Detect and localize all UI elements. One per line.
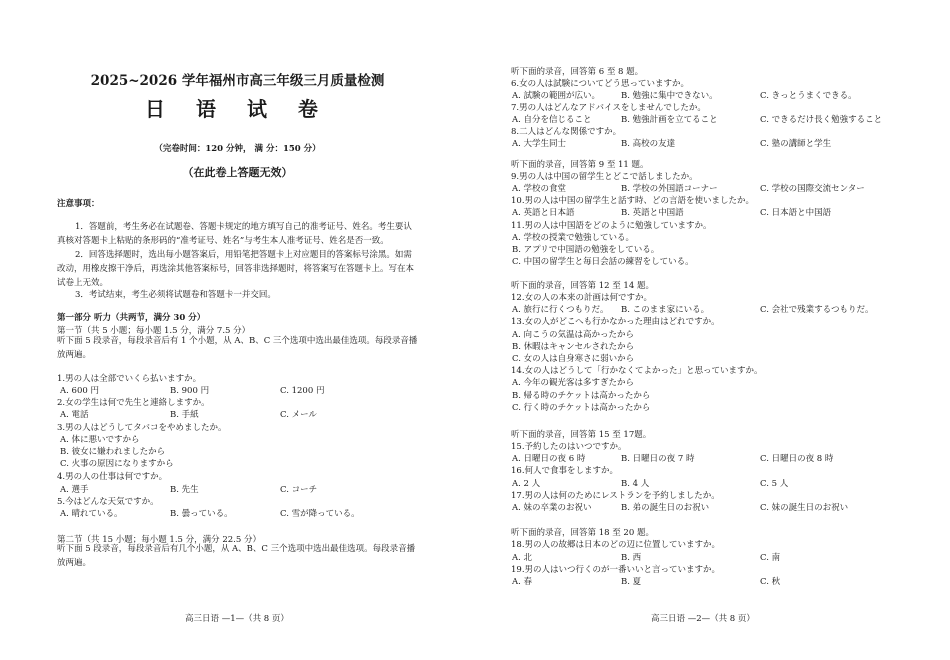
q19-option-b: B. 夏 (621, 577, 642, 587)
q6-option-a: A. 試験の範囲が広い。 (512, 91, 601, 101)
invalid-note: （在此卷上答题无效） (182, 166, 293, 179)
question-16: 16.何人で食事をしますか。 (511, 466, 619, 476)
q7-option-c: C. できるだけ長く勉強すること (760, 115, 883, 125)
group-12-14-heading: 听下面的录音，回答第 12 至 14 题。 (511, 281, 654, 291)
question-12: 12.女の人の本来の計画は何ですか。 (511, 293, 653, 303)
q17-option-b: B. 弟の誕生日のお祝い (621, 503, 710, 513)
q15-option-a: A. 日曜日の夜 6 時 (512, 454, 586, 464)
question-14: 14.女の人はどうして「行かなくてよかった」と思っていますか。 (511, 366, 763, 376)
group-6-8-heading: 听下面的录音，回答第 6 至 8 题。 (511, 67, 644, 77)
question-13: 13.女の人がどこへも行かなかった理由はどれですか。 (511, 317, 720, 327)
part1-heading: 第一部分 听力（共两节，满分 30 分） (57, 313, 206, 323)
q13-option-a: A. 向こうの気温は高かったから (512, 330, 635, 340)
notes-heading: 注意事项： (57, 199, 100, 209)
q9-option-a: A. 学校の食堂 (512, 184, 567, 194)
subject-title: 日 语 试 卷 (145, 97, 330, 121)
question-17: 17.男の人は何のためにレストランを予約しましたか。 (511, 491, 720, 501)
q1-option-b: B. 900 円 (170, 386, 210, 396)
note-2: 2．回答选择题时，选出每小题答案后，用铅笔把答题卡上对应题目的答案标号涂黑。如需改动，用橡皮擦干净后，再选涂其他答案标号，回答非选择题时，将答案写在答题卡上。写在本试卷上无效。 (57, 250, 415, 288)
q5-option-c: C. 雪が降っている。 (280, 509, 360, 519)
note-1: 1．答题前，考生务必在试题卷、答题卡规定的地方填写自己的准考证号、姓名。考生要认真核对答题卡上粘贴的条形码的“准考证号、姓名”与考生本人准考证号、姓名是否一致。 (57, 222, 412, 246)
question-8: 8.二人はどんな関係ですか。 (511, 127, 622, 137)
q1-option-a: A. 600 円 (60, 386, 99, 396)
q2-option-a: A. 電話 (60, 410, 89, 420)
section1-instruction: 听下面 5 段录音，每段录音后有 1 个小题，从 A、B、C 三个选项中选出最佳选项。每段录音播放两遍。 (57, 336, 418, 360)
q8-option-b: B. 高校の友達 (621, 139, 676, 149)
section2-heading: 第二节（共 15 小题；每小题 1.5 分，满分 22.5 分） (57, 535, 261, 545)
q11-option-b: B. アプリで中国語の勉強をしている。 (512, 245, 660, 255)
exam-page-2 (475, 0, 950, 660)
q5-option-a: A. 晴れている。 (60, 509, 123, 519)
q7-option-a: A. 自分を信じること (512, 115, 592, 125)
q3-option-a: A. 体に悪いですから (60, 435, 140, 445)
q12-option-c: C. 会社で残業するつもりだ。 (760, 305, 874, 315)
q18-option-a: A. 北 (512, 553, 533, 563)
q17-option-c: C. 妹の誕生日のお祝い (760, 503, 849, 513)
question-10: 10.男の人は中国の留学生と話す時、どの言語を使いましたか。 (511, 196, 755, 206)
q4-option-b: B. 先生 (170, 485, 199, 495)
q2-option-b: B. 手紙 (170, 410, 199, 420)
q14-option-b: B. 帰る時のチケットは高かったから (512, 391, 651, 401)
question-1: 1.男の人は全部でいくら払いますか。 (57, 374, 202, 384)
q10-option-a: A. 英語と日本語 (512, 208, 575, 218)
q12-option-a: A. 旅行に行くつもりだ。 (512, 305, 609, 315)
q13-option-b: B. 休暇はキャンセルされたから (512, 342, 635, 352)
question-4: 4.男の人の仕事は何ですか。 (57, 472, 168, 482)
q11-option-a: A. 学校の授業で勉強している。 (512, 233, 635, 243)
q17-option-a: A. 妹の卒業のお祝い (512, 503, 592, 513)
q14-option-c: C. 行く時のチケットは高かったから (512, 403, 651, 413)
question-19: 19.男の人はいつ行くのが一番いいと言っていますか。 (511, 565, 721, 575)
page1-footer: 高三日语 —1—（共 8 页） (185, 614, 289, 624)
q19-option-a: A. 春 (512, 577, 533, 587)
question-15: 15.予約したのはいつですか。 (511, 442, 627, 452)
exam-title: 2025~2026 学年福州市高三年级三月质量检测 (90, 73, 385, 89)
group-9-11-heading: 听下面的录音，回答第 9 至 11 题。 (511, 160, 649, 170)
question-7: 7.男の人はどんなアドバイスをしませんでしたか。 (511, 103, 706, 113)
q10-option-c: C. 日本語と中国語 (760, 208, 832, 218)
q4-option-c: C. コーチ (280, 485, 318, 495)
q18-option-c: C. 南 (760, 553, 781, 563)
question-6: 6.女の人は試験についてどう思っていますか。 (511, 79, 689, 89)
q6-option-c: C. きっとうまくできる。 (760, 91, 857, 101)
q11-option-c: C. 中国の留学生と毎日会話の練習をしている。 (512, 257, 694, 267)
q2-option-c: C. メール (280, 410, 317, 420)
q3-option-b: B. 彼女に嫌われましたから (60, 447, 166, 457)
q16-option-b: B. 4 人 (621, 479, 650, 489)
question-9: 9.男の人は中国の留学生とどこで話しましたか。 (511, 172, 698, 182)
q8-option-a: A. 大学生同士 (512, 139, 567, 149)
group-15-17-heading: 听下面的录音，回答第 15 至 17题。 (511, 430, 652, 440)
time-info: （完卷时间：120 分钟， 满 分：150 分） (154, 144, 321, 154)
q3-option-c: C. 火事の原因になりますから (60, 459, 174, 469)
question-18: 18.男の人の故郷は日本のどの辺に位置していますか。 (511, 540, 721, 550)
q4-option-a: A. 選手 (60, 485, 89, 495)
q13-option-c: C. 女の人は自身寒さに弱いから (512, 354, 635, 364)
section2-instruction: 听下面 5 段录音，每段录音后有几个小题，从 A、B、C 三个选项中选出最佳选项。每段录音播放两遍。 (57, 544, 416, 568)
q12-option-b: B. このまま家にいる。 (621, 305, 710, 315)
q18-option-b: B. 西 (621, 553, 642, 563)
q8-option-c: C. 塾の講師と学生 (760, 139, 832, 149)
q10-option-b: B. 英語と中国語 (621, 208, 684, 218)
q15-option-b: B. 日曜日の夜 7 時 (621, 454, 695, 464)
q15-option-c: C. 日曜日の夜 8 時 (760, 454, 834, 464)
note-3: 3．考试结束，考生必须将试题卷和答题卡一并交回。 (75, 290, 276, 300)
q9-option-c: C. 学校の国際交流センター (760, 184, 865, 194)
question-3: 3.男の人はどうしてタバコをやめましたか。 (57, 423, 227, 433)
q14-option-a: A. 今年の観光客は多すぎたから (512, 378, 635, 388)
section1-heading: 第一节（共 5 小题；每小题 1.5 分，满分 7.5 分） (57, 326, 251, 336)
question-11: 11.男の人は中国語をどのように勉強していますか。 (511, 221, 712, 231)
q19-option-c: C. 秋 (760, 577, 781, 587)
q6-option-b: B. 勉強に集中できない。 (621, 91, 718, 101)
q5-option-b: B. 曇っている。 (170, 509, 233, 519)
q16-option-c: C. 5 人 (760, 479, 789, 489)
group-18-20-heading: 听下面的录音，回答第 18 至 20 题。 (511, 528, 654, 538)
q1-option-c: C. 1200 円 (280, 386, 325, 396)
q7-option-b: B. 勉強計画を立てること (621, 115, 718, 125)
q9-option-b: B. 学校の外国語コーナー (621, 184, 718, 194)
q16-option-a: A. 2 人 (512, 479, 541, 489)
question-2: 2.女の学生は何で先生と連絡しますか。 (57, 398, 210, 408)
question-5: 5.今はどんな天気ですか。 (57, 497, 159, 507)
page2-footer: 高三日语 —2—（共 8 页） (651, 614, 755, 624)
